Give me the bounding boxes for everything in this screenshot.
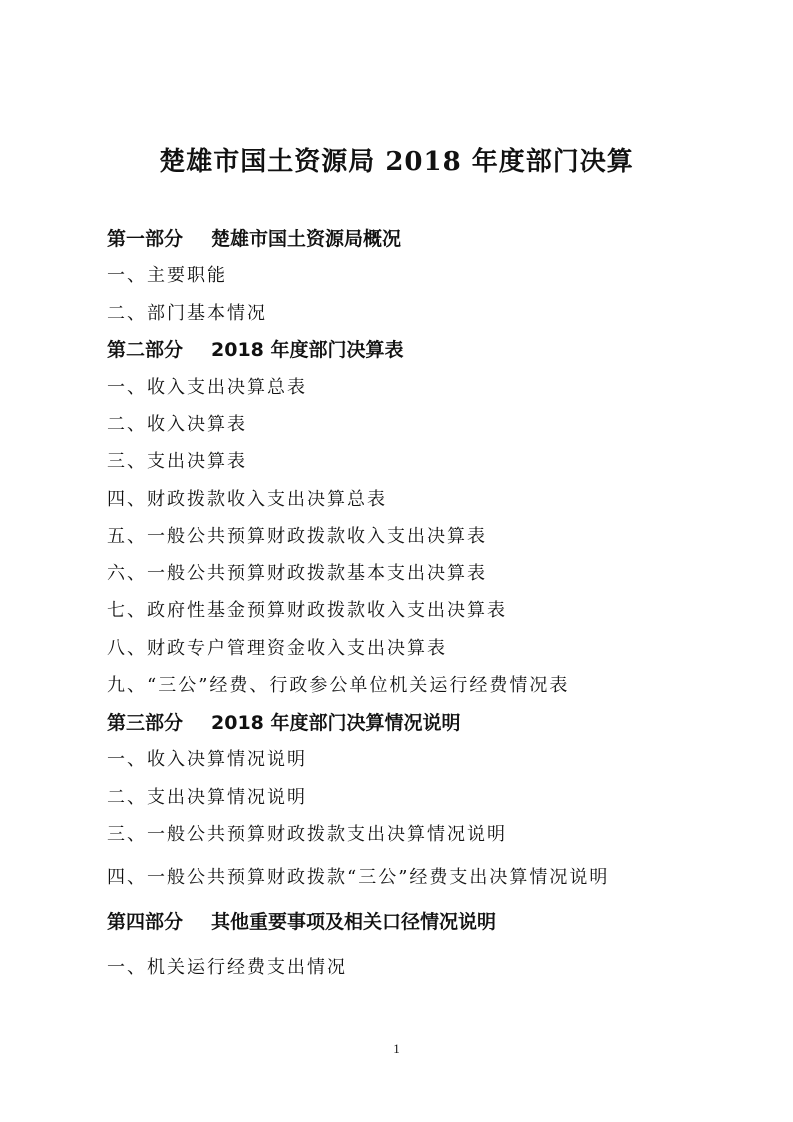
part-name: 其他重要事项及相关口径情况说明 bbox=[211, 911, 497, 933]
toc-item: 一、收入决算情况说明 bbox=[107, 749, 307, 770]
part-name: 楚雄市国土资源局概况 bbox=[211, 228, 402, 250]
toc-item: 六、一般公共预算财政拨款基本支出决算表 bbox=[107, 563, 487, 584]
toc-item: 一、收入支出决算总表 bbox=[107, 377, 307, 398]
toc-item: 九、“三公”经费、行政参公单位机关运行经费情况表 bbox=[107, 675, 570, 696]
toc-item: 二、部门基本情况 bbox=[107, 303, 267, 324]
toc-item: 五、一般公共预算财政拨款收入支出决算表 bbox=[107, 526, 487, 547]
document-title: 楚雄市国土资源局 2018 年度部门决算 bbox=[159, 147, 634, 177]
part-label: 第一部分 bbox=[107, 228, 184, 250]
part-name: 2018 年度部门决算情况说明 bbox=[211, 712, 461, 734]
part-label: 第三部分 bbox=[107, 712, 184, 734]
toc-item: 四、财政拨款收入支出决算总表 bbox=[107, 489, 387, 510]
toc-item: 三、一般公共预算财政拨款支出决算情况说明 bbox=[107, 824, 507, 845]
toc-item: 三、支出决算表 bbox=[107, 451, 247, 472]
toc-item: 八、财政专户管理资金收入支出决算表 bbox=[107, 638, 447, 659]
part-heading-2 bbox=[107, 338, 404, 362]
toc-item: 七、政府性基金预算财政拨款收入支出决算表 bbox=[107, 600, 507, 621]
part-label: 第二部分 bbox=[107, 339, 184, 361]
toc-item: 四、一般公共预算财政拨款“三公”经费支出决算情况说明 bbox=[107, 867, 610, 888]
part-heading-1 bbox=[107, 227, 401, 251]
toc-item: 二、支出决算情况说明 bbox=[107, 787, 307, 808]
part-label: 第四部分 bbox=[107, 911, 184, 933]
part-name: 2018 年度部门决算表 bbox=[211, 339, 404, 361]
page-number: 1 bbox=[393, 1041, 400, 1056]
part-heading-4 bbox=[107, 910, 496, 934]
toc-item: 二、收入决算表 bbox=[107, 414, 247, 435]
part-heading-3 bbox=[107, 711, 461, 735]
toc-item: 一、机关运行经费支出情况 bbox=[107, 957, 347, 978]
toc-item: 一、主要职能 bbox=[107, 265, 227, 286]
